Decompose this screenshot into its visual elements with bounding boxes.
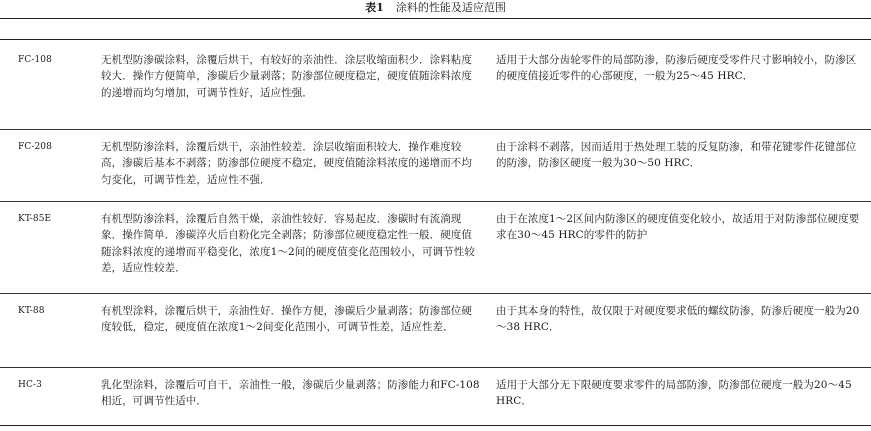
table-row (0, 43, 871, 130)
coating-code: KT-88 (18, 306, 45, 316)
coating-scope: 适用于大部分无下限硬度要求零件的局部防渗，防渗部位硬度一般为20～45 HRC． (496, 379, 852, 408)
coating-performance: 无机型防渗碳涂料，涂覆后烘干，有较好的亲油性．涂层收缩面积少．涂料粘度较大．操作方便简单，渗碳后少量剥落；防渗部位硬度稳定，硬度值随涂料浓度的递增而均匀增加，可调节性好，适应性强． (101, 54, 472, 99)
table-caption (0, 1, 871, 15)
table-row (0, 130, 871, 202)
coating-scope: 由于其本身的特性，故仅限于对硬度要求低的螺纹防渗，防渗后硬度一般为20～38 HRC． (496, 305, 860, 334)
coating-scope: 由于在浓度1～2区间内防渗区的硬度值变化较小，故适用于对防渗部位硬度要求在30～45 HRC的零件的防护 (496, 213, 860, 242)
coating-scope: 由于涂料不剥落，因而适用于热处理工装的反复防渗，和带花键零件花键部位的防渗，防渗区硬度一般为30～50 HRC． (496, 141, 857, 170)
table-title: 涂料的性能及适应范围 (395, 1, 506, 14)
table-number: 表1 (365, 1, 384, 14)
coating-performance: 无机型防渗涂料，涂覆后烘干，亲油性较差．涂层收缩面积较大．操作难度较高，渗碳后基本不剥落；防渗部位硬度不稳定，硬度值随涂料浓度的递增而不均匀变化，可调节性差，适应性不强． (101, 141, 472, 186)
table-header-rule (0, 39, 871, 40)
table-row (0, 294, 871, 368)
table-row (0, 202, 871, 294)
coating-code: KT-85E (18, 214, 52, 224)
coating-code: FC-108 (18, 55, 52, 65)
coating-performance: 乳化型涂料，涂覆后可自干，亲油性一般，渗碳后少量剥落；防渗能力和FC-108相近，可调节性适中． (101, 379, 480, 408)
coating-performance: 有机型涂料，涂覆后烘干，亲油性好．操作方便，渗碳后少量剥落；防渗部位硬度较低，稳定，硬度值在浓度1～2间变化范围小，可调节性差，适应性差． (101, 305, 472, 334)
table-top-rule (0, 18, 871, 19)
coating-performance: 有机型防渗涂料，涂覆后自然干燥，亲油性较好．容易起皮．渗碳时有流淌现象．操作简单．渗碳淬火后自粉化完全剥落；防渗部位硬度稳定性一般．硬度值随涂料浓度的递增而平稳变化，浓度1～2间的硬度值变化范围较小，可调节性较差，适应性较差． (101, 213, 475, 274)
coating-scope: 适用于大部分齿轮零件的局部防渗，防渗后硬度受零件尺寸影响较小，防渗区的硬度值接近零件的心部硬度，一般为25～45 HRC． (496, 54, 857, 83)
coating-code: FC-208 (18, 142, 52, 152)
coating-table (0, 43, 871, 426)
table-row (0, 368, 871, 426)
coating-code: HC-3 (18, 380, 42, 390)
